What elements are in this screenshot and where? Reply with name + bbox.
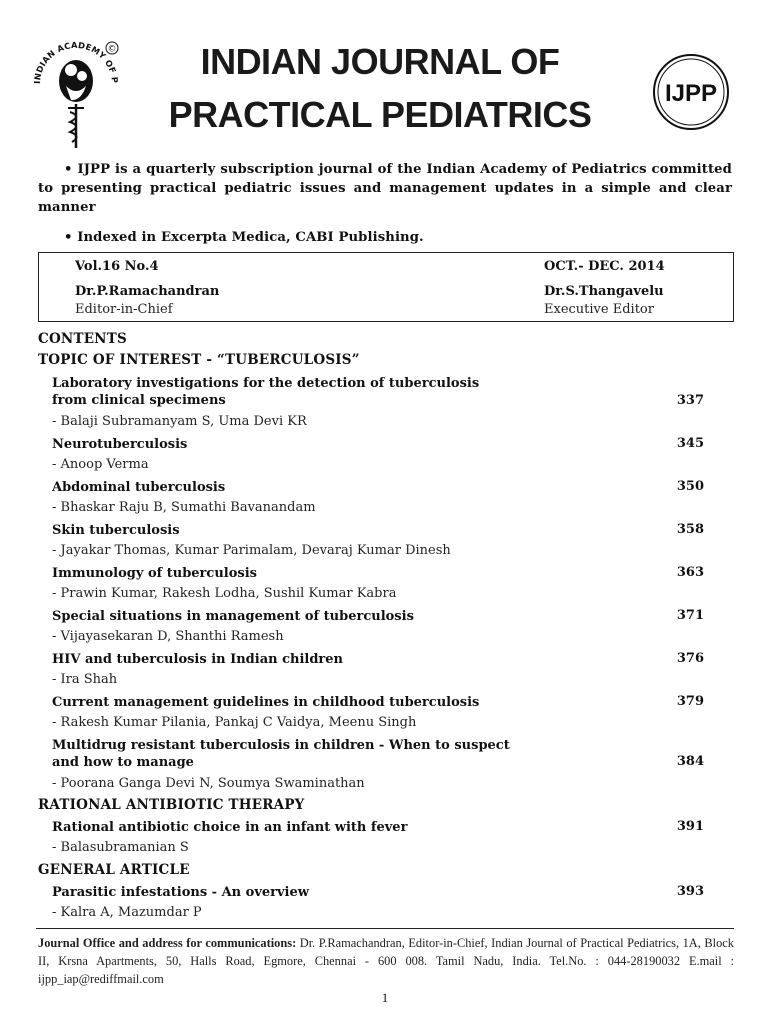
rational-antibiotic-heading: RATIONAL ANTIBIOTIC THERAPY xyxy=(38,797,305,813)
article-authors: - Ira Shah xyxy=(52,672,118,687)
editor-name: Dr.P.Ramachandran xyxy=(75,284,220,299)
journal-title-line1: INDIAN JOURNAL OF xyxy=(200,41,560,82)
article-title[interactable]: Special situations in management of tuberculosis xyxy=(52,609,414,624)
article-page: 371 xyxy=(676,608,704,623)
article-page: 379 xyxy=(676,694,704,709)
executive-editor-name: Dr.S.Thangavelu xyxy=(544,284,664,299)
article-page: 376 xyxy=(676,651,704,666)
executive-editor-role: Executive Editor xyxy=(544,302,654,317)
general-article-heading: GENERAL ARTICLE xyxy=(38,862,190,878)
article-authors: - Balasubramanian S xyxy=(52,840,189,855)
article-authors: - Balaji Subramanyam S, Uma Devi KR xyxy=(52,414,307,429)
article-page: 337 xyxy=(676,393,704,408)
article-title[interactable]: HIV and tuberculosis in Indian children xyxy=(52,652,343,667)
svg-text:IJPP: IJPP xyxy=(664,80,718,107)
article-page: 391 xyxy=(676,819,704,834)
masthead-box xyxy=(38,252,734,322)
footer-label: Journal Office and address for communications: xyxy=(38,936,297,950)
article-page: 363 xyxy=(676,565,704,580)
article-title[interactable]: Skin tuberculosis xyxy=(52,523,180,538)
intro-bullet-indexed: • Indexed in Excerpta Medica, CABI Publishing. xyxy=(64,230,424,245)
article-authors: - Anoop Verma xyxy=(52,457,149,472)
article-authors: - Rakesh Kumar Pilania, Pankaj C Vaidya, Meenu Singh xyxy=(52,715,417,730)
article-page: 393 xyxy=(676,884,704,899)
article-title[interactable]: Laboratory investigations for the detection of tuberculosis from clinical specimens xyxy=(52,376,480,408)
article-page: 350 xyxy=(676,479,704,494)
article-authors: - Poorana Ganga Devi N, Soumya Swaminathan xyxy=(52,776,365,791)
intro-bullet-subscription: • IJPP is a quarterly subscription journal of the Indian Academy of Pediatrics committed to presenting practical pediatric issues and management updates in a simple and clear manner xyxy=(38,162,732,215)
article-title[interactable]: Immunology of tuberculosis xyxy=(52,566,257,581)
article-title[interactable]: Current management guidelines in childhood tuberculosis xyxy=(52,695,480,710)
article-authors: - Jayakar Thomas, Kumar Parimalam, Devaraj Kumar Dinesh xyxy=(52,543,451,558)
article-page: 384 xyxy=(676,754,704,769)
article-authors: - Kalra A, Mazumdar P xyxy=(52,905,202,920)
article-title[interactable]: Neurotuberculosis xyxy=(52,437,188,452)
article-title[interactable]: Rational antibiotic choice in an infant with fever xyxy=(52,820,408,835)
contents-heading: CONTENTS xyxy=(38,331,127,347)
footer-text: Dr. P.Ramachandran, Editor-in-Chief, Indian Journal of Practical Pediatrics, 1A, Block II, Krsna Apartments, 50, Halls Road, Egmore, Chennai - 600 008. Tamil Nadu, India. Tel.No. : 044-28190032 E.mail : ijpp_iap@rediffmail.com xyxy=(38,936,734,986)
article-authors: - Vijayasekaran D, Shanthi Ramesh xyxy=(52,629,284,644)
article-title[interactable]: Parasitic infestations - An overview xyxy=(52,885,309,900)
footer-divider xyxy=(36,928,734,929)
issue-date: OCT.- DEC. 2014 xyxy=(544,259,665,274)
article-page: 345 xyxy=(676,436,704,451)
topic-heading: TOPIC OF INTEREST - “TUBERCULOSIS” xyxy=(38,352,360,368)
journal-title-line2: PRACTICAL PEDIATRICS xyxy=(168,94,592,135)
article-authors: - Bhaskar Raju B, Sumathi Bavanandam xyxy=(52,500,316,515)
article-title[interactable]: Multidrug resistant tuberculosis in children - When to suspect and how to manage xyxy=(52,738,510,770)
volume-number: Vol.16 No.4 xyxy=(75,259,159,274)
editor-role: Editor-in-Chief xyxy=(75,302,173,317)
svg-text:INDIAN ACADEMY OF PEDIATRICS: INDIAN ACADEMY OF P xyxy=(31,39,121,85)
article-title[interactable]: Abdominal tuberculosis xyxy=(52,480,226,495)
copyright-mark: © xyxy=(107,44,117,55)
ijpp-logo xyxy=(651,52,731,132)
footer-address xyxy=(38,934,734,988)
article-page: 358 xyxy=(676,522,704,537)
article-authors: - Prawin Kumar, Rakesh Lodha, Sushil Kumar Kabra xyxy=(52,586,397,601)
page-number: 1 xyxy=(381,990,389,1005)
academy-logo xyxy=(26,26,126,156)
